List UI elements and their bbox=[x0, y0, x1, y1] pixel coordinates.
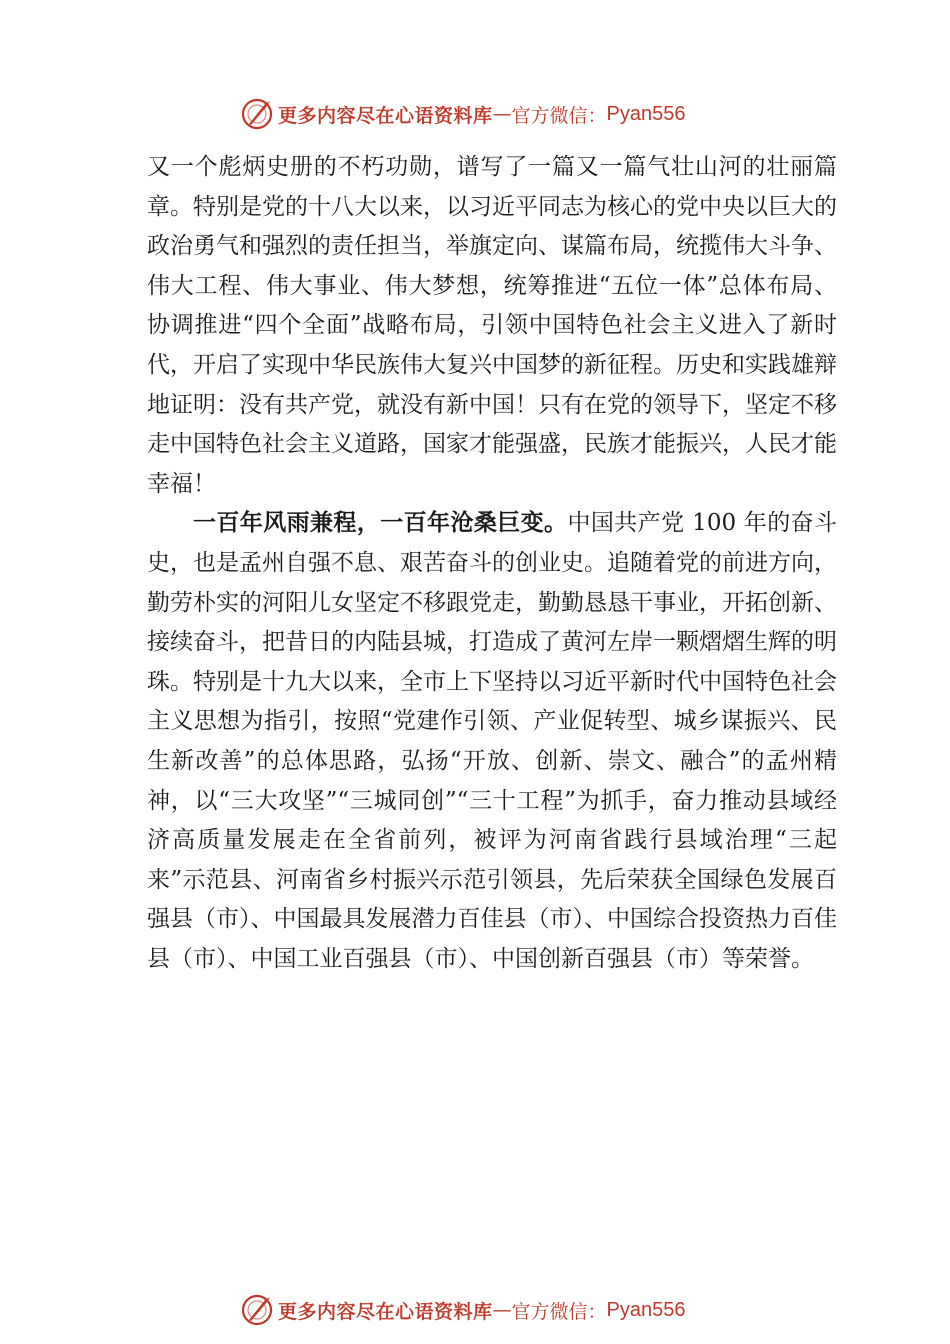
quill-pen-logo-icon bbox=[240, 1293, 274, 1327]
header-wechat-label: 官方微信： bbox=[511, 104, 607, 127]
paragraph-2-text: 中国共产党 100 年的奋斗史，也是孟州自强不息、艰苦奋斗的创业史。追随着党的前进方向，勤劳朴实的河阳儿女坚定不移跟党走，勤勤恳恳干事业，开拓创新、接续奋斗，把昔日的内陆县城，打造成了黄河左岸一颗熠熠生辉的明珠。特别是十九大以来，全市上下坚持以习近平新时代中国特色社会主义思想为指引，按照“党建作引领、产业促转型、城乡谋振兴、民生新改善”的总体思路，弘扬“开放、创新、崇文、融合”的孟州精神，以“三大攻坚”“三城同创”“三十工程”为抓手，奋力推动县域经济高质量发展走在全省前列，被评为河南省践行县域治理“三起来”示范县、河南省乡村振兴示范引领县，先后荣获全国绿色发展百强县（市）、中国最具发展潜力百佳县（市）、中国综合投资热力百佳县（市）、中国工业百强县（市）、中国创新百强县（市）等荣誉。 bbox=[147, 510, 838, 972]
paragraph-2 bbox=[147, 504, 837, 979]
quill-pen-logo-icon bbox=[240, 97, 274, 131]
header-banner bbox=[240, 96, 686, 132]
footer-banner bbox=[240, 1292, 686, 1328]
paragraph-1: 又一个彪炳史册的不朽功勋，谱写了一篇又一篇气壮山河的壮丽篇章。特别是党的十八大以来，以习近平同志为核心的党中央以巨大的政治勇气和强烈的责任担当，举旗定向、谋篇布局，统揽伟大斗争、伟大工程、伟大事业、伟大梦想，统筹推进“五位一体”总体布局、协调推进“四个全面”战略布局，引领中国特色社会主义进入了新时代，开启了实现中华民族伟大复兴中国梦的新征程。历史和实践雄辩地证明：没有共产党，就没有新中国！只有在党的领导下，坚定不移走中国特色社会主义道路，国家才能强盛，民族才能振兴，人民才能幸福！ bbox=[147, 154, 837, 497]
header-separator: — bbox=[492, 103, 512, 125]
footer-slogan: 更多内容尽在心语资料库 bbox=[278, 1300, 493, 1323]
header-wechat-id: Pyan556 bbox=[606, 102, 686, 125]
paragraph-2-lead: 一百年风雨兼程，一百年沧桑巨变。 bbox=[193, 510, 568, 537]
footer-wechat-label: 官方微信： bbox=[511, 1300, 607, 1323]
document-body bbox=[147, 148, 837, 979]
footer-separator: — bbox=[492, 1299, 512, 1321]
header-slogan: 更多内容尽在心语资料库 bbox=[278, 104, 493, 127]
footer-wechat-id: Pyan556 bbox=[606, 1298, 686, 1321]
